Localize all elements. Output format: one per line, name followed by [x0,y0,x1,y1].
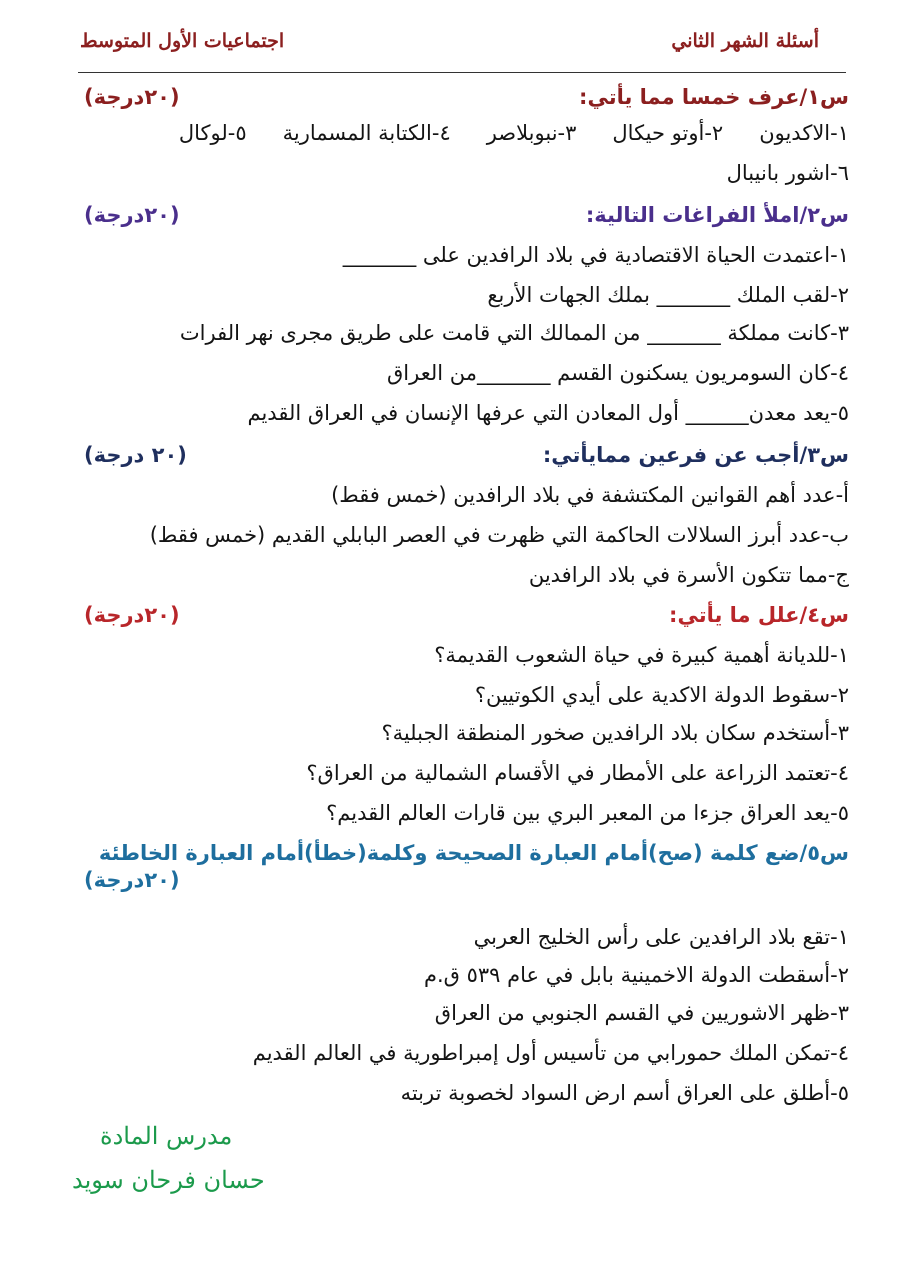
question-2-title: س٢/املأ الفراغات التالية: [585,203,849,227]
list-item: ٦-اشور بانيبال [726,161,849,185]
list-item: ٣-كانت مملكة _______ من الممالك التي قامت على طريق مجرى نهر الفرات [179,321,849,345]
list-item: ٤-تعتمد الزراعة على الأمطار في الأقسام الشمالية من العراق؟ [306,761,849,785]
teacher-name: حسان فرحان سويد [72,1166,265,1194]
question-1-header [70,82,849,112]
list-item: ب-عدد أبرز السلالات الحاكمة التي ظهرت في العصر البابلي القديم (خمس فقط) [149,523,849,547]
list-item: ٢-أسقطت الدولة الاخمينية بابل في عام ٥٣٩ ق.م [423,963,849,987]
question-5-title: س٥/ضع كلمة (صح)أمام العبارة الصحيحة وكلمة(خطأ)أمام العبارة الخاطئة [98,841,849,865]
question-4-title: س٤/علل ما يأتي: [669,603,849,627]
question-3-grade: (٢٠ درجة) [84,443,187,467]
exam-title: أسئلة الشهر الثاني [671,30,819,52]
header-divider [78,72,846,73]
list-item: ٤-تمكن الملك حمورابي من تأسيس أول إمبراطورية في العالم القديم [252,1041,849,1065]
list-item: ٣-أستخدم سكان بلاد الرافدين صخور المنطقة الجبلية؟ [381,721,849,745]
list-item: ٥-يعد معدن______ أول المعادن التي عرفها الإنسان في العراق القديم [247,401,849,425]
question-5-header [60,838,849,868]
question-2-grade: (٢٠درجة) [84,203,180,227]
list-item: أ-عدد أهم القوانين المكتشفة في بلاد الرافدين (خمس فقط) [331,483,849,507]
list-item: ٥-يعد العراق جزءا من المعبر البري بين قارات العالم القديم؟ [326,801,849,825]
question-5-grade: (٢٠درجة) [84,868,180,892]
list-item: ٢-لقب الملك _______ بملك الجهات الأربع [487,283,849,307]
list-item: ٥-أطلق على العراق أسم ارض السواد لخصوبة تربته [400,1081,849,1105]
list-item: ١-تقع بلاد الرافدين على رأس الخليج العربي [473,925,849,949]
list-item: ٢-سقوط الدولة الاكدية على أيدي الكوتيين؟ [474,683,849,707]
question-1-title: س١/عرف خمسا مما يأتي: [579,85,849,109]
list-item: ١-اعتمدت الحياة الاقتصادية في بلاد الرافدين على _______ [342,243,849,267]
teacher-role: مدرس المادة [100,1122,233,1150]
list-item: ٢-أوتو حيكال [612,121,724,145]
subject-title: اجتماعيات الأول المتوسط [80,30,285,52]
list-item: ج-مما تتكون الأسرة في بلاد الرافدين [528,563,849,587]
question-4-header [70,600,849,630]
list-item: ٤-كان السومريون يسكنون القسم _______من العراق [387,361,849,385]
question-3-title: س٣/أجب عن فرعين ممايأتي: [542,443,849,467]
page-header [80,30,819,52]
question-1-grade: (٢٠درجة) [84,85,180,109]
list-item: ١-الاكديون [759,121,849,145]
list-item: ٣-ظهر الاشوريين في القسم الجنوبي من العراق [434,1001,849,1025]
list-item: ٣-نبوبلاصر [486,121,577,145]
list-item: ٤-الكتابة المسمارية [282,121,451,145]
question-3-header [70,440,849,470]
list-item: ١-للديانة أهمية كبيرة في حياة الشعوب القديمة؟ [434,643,849,667]
list-item: ٥-لوكال [178,121,247,145]
question-1-items [70,118,849,148]
question-2-header [70,200,849,230]
question-4-grade: (٢٠درجة) [84,603,180,627]
